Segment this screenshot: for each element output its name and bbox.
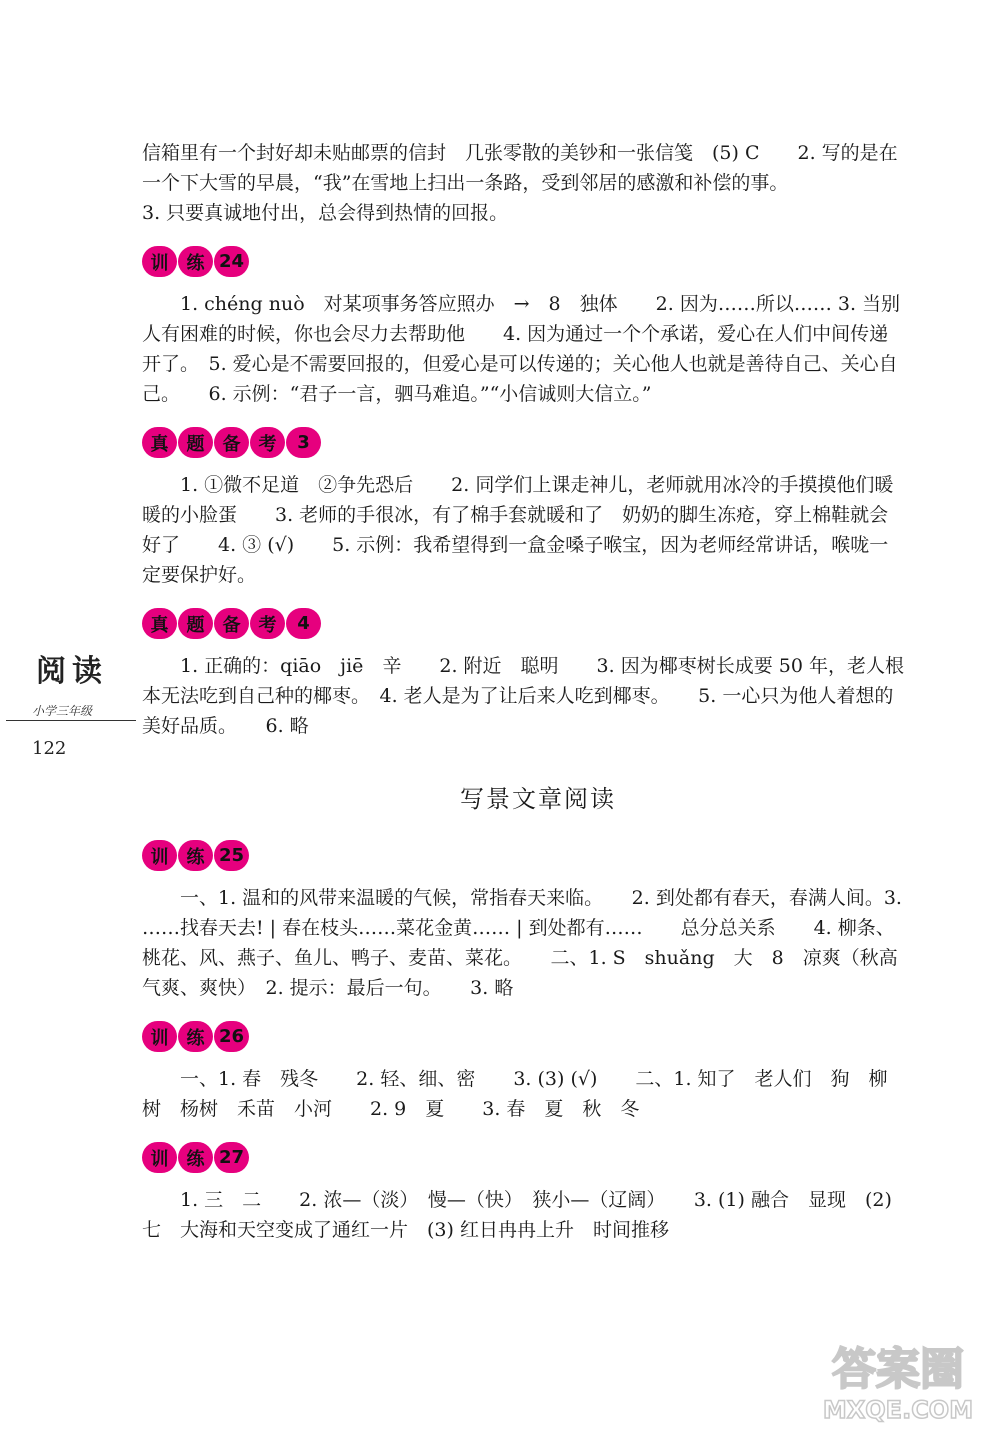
badge-char: 练	[178, 246, 213, 277]
badge-char: 26	[214, 1021, 249, 1052]
section-exam-prep-4	[142, 608, 904, 741]
section-badge	[142, 608, 904, 639]
section-badge	[142, 246, 904, 277]
section-training-27	[142, 1142, 904, 1245]
section-badge	[142, 1142, 904, 1173]
badge-char: 3	[286, 427, 321, 458]
badge-char: 题	[178, 608, 213, 639]
badge-char: 练	[178, 1142, 213, 1173]
badge-char: 题	[178, 427, 213, 458]
side-grade-label: 小学三年级	[32, 704, 93, 718]
top-paragraph	[142, 138, 904, 228]
badge-char: 25	[214, 840, 249, 871]
answer-content	[142, 138, 904, 1245]
side-book-title: 阅读	[36, 654, 108, 689]
paragraph: 3. 只要真诚地付出，总会得到热情的回报。	[142, 202, 509, 224]
badge-char: 练	[178, 840, 213, 871]
paragraph: 信箱里有一个封好却未贴邮票的信封 几张零散的美钞和一张信笺 (5) C 2. 写的是在一个下大雪的早晨，“我”在雪地上扫出一条路，受到邻居的感激和补偿的事。	[142, 142, 898, 194]
badge-char: 考	[250, 427, 285, 458]
section-training-24	[142, 246, 904, 409]
page-number: 122	[32, 738, 67, 759]
answer-text: 1. ①微不足道 ②争先恐后 2. 同学们上课走神儿，老师就用冰冷的手摸摸他们暖暖的小脸蛋 3. 老师的手很冰，有了棉手套就暖和了 奶奶的脚生冻疮，穿上棉鞋就会好了 4. ③ (√) 5. 示例：我希望得到一盒金嗓子喉宝，因为老师经常讲话，喉咙一定要保护好。	[142, 474, 894, 586]
badge-char: 真	[142, 608, 177, 639]
watermark-logo	[808, 1338, 988, 1426]
answer-text: 1. 正确的：qiāo jiē 辛 2. 附近 聪明 3. 因为椰枣树长成要 50 年，老人根本无法吃到自己种的椰枣。 4. 老人是为了让后来人吃到椰枣。 5. 一心只为他人着想的美好品质。 6. 略	[142, 655, 904, 737]
watermark-text-main: 答案圈	[832, 1344, 964, 1395]
answer-text: 1. 三 二 2. 浓—（淡） 慢—（快） 狭小—（辽阔） 3. (1) 融合 显现 (2) 七 大海和天空变成了通红一片 (3) 红日冉冉上升 时间推移	[142, 1189, 892, 1241]
badge-char: 训	[142, 1021, 177, 1052]
section-badge	[142, 427, 904, 458]
answer-text: 1. chéng nuò 对某项事务答应照办 → 8 独体 2. 因为……所以…… 3. 当别人有困难的时候，你也会尽力去帮助他 4. 因为通过一个个承诺，爱心在人们中间传递开了。 5. 爱心是不需要回报的，但爱心是可以传递的；关心他人也就是善待自己、关心自己。 6. 示例：“君子一言，驷马难追。”“小信诚则大信立。”	[142, 293, 901, 405]
section-badge	[142, 1021, 904, 1052]
badge-char: 备	[214, 608, 249, 639]
badge-char: 训	[142, 1142, 177, 1173]
side-divider	[6, 720, 136, 721]
watermark-icon	[808, 1338, 988, 1426]
watermark-text-url: MXQE.COM	[822, 1396, 974, 1424]
badge-char: 练	[178, 1021, 213, 1052]
section-exam-prep-3	[142, 427, 904, 590]
badge-char: 真	[142, 427, 177, 458]
section-training-25	[142, 840, 904, 1003]
section-badge	[142, 840, 904, 871]
answer-text: 一、1. 温和的风带来温暖的气候，常指春天来临。 2. 到处都有春天，春满人间。3. ……找春天去! | 春在枝头……菜花金黄…… | 到处都有…… 总分总关系 4. 柳条、桃花、风、燕子、鱼儿、鸭子、麦苗、菜花。 二、1. S shuǎng 大 8 凉爽（秋高气爽、爽快） 2. 提示：最后一句。 3. 略	[142, 887, 902, 999]
section-heading: 写景文章阅读	[460, 785, 616, 813]
badge-char: 27	[214, 1142, 249, 1173]
badge-char: 考	[250, 608, 285, 639]
badge-char: 备	[214, 427, 249, 458]
badge-char: 训	[142, 246, 177, 277]
badge-char: 24	[214, 246, 249, 277]
badge-char: 4	[286, 608, 321, 639]
badge-char: 训	[142, 840, 177, 871]
section-training-26	[142, 1021, 904, 1124]
answer-text: 一、1. 春 残冬 2. 轻、细、密 3. (3) (√) 二、1. 知了 老人们 狗 柳树 杨树 禾苗 小河 2. 9 夏 3. 春 夏 秋 冬	[142, 1068, 888, 1120]
